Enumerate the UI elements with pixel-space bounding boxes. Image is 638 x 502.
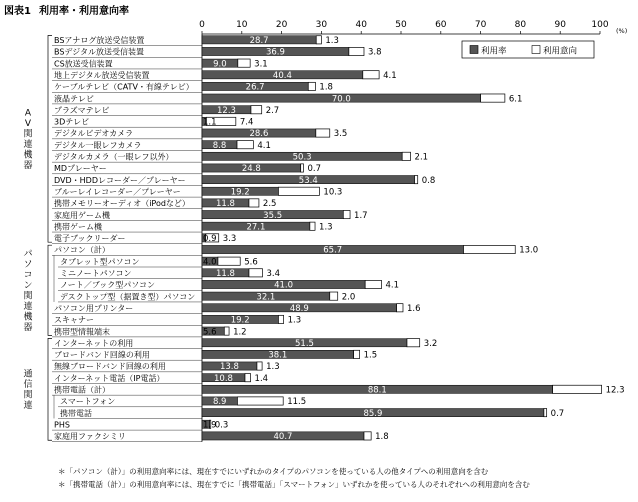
row-label: CS放送受信装置 [54, 59, 113, 69]
bar-intent [238, 59, 250, 67]
bar-intent [237, 141, 253, 149]
bar-intent [363, 71, 379, 79]
group-bracket [48, 36, 52, 243]
row-label: インターネット電話（IP電話） [54, 373, 165, 383]
data-label-usage: 5.6 [203, 327, 217, 338]
figure-number: 図表1 [4, 6, 31, 17]
data-label-usage: 11.8 [216, 269, 235, 280]
bar-intent [278, 315, 283, 323]
row-label: インターネットの利用 [54, 338, 134, 348]
row-label: スキャナー [54, 315, 94, 325]
group-bracket [48, 245, 52, 335]
row-label: 携帯メモリーオーディオ（iPodなど） [54, 199, 190, 209]
data-label-intent: 0.3 [214, 420, 229, 431]
data-label-usage: 36.9 [265, 47, 285, 58]
bar-intent [354, 350, 360, 358]
data-label-usage: 13.8 [219, 362, 239, 373]
row-label: デジタルビデオカメラ [54, 129, 134, 139]
row-label: プラズマテレビ [54, 105, 110, 115]
x-tick-label: 90 [554, 20, 566, 30]
bar-intent [481, 94, 505, 102]
data-label-usage: 12.3 [217, 105, 236, 116]
x-tick-label: 70 [474, 20, 487, 30]
bar-intent [316, 36, 321, 44]
data-label-usage: 40.7 [273, 432, 293, 443]
bar-intent [278, 187, 319, 195]
row-label: BSアナログ放送受信装置 [54, 36, 145, 46]
data-label-usage: 9.0 [213, 59, 227, 70]
data-label-intent: 0.7 [307, 164, 322, 175]
data-label-usage: 65.7 [323, 245, 343, 256]
group-label: 通信関連 [23, 369, 33, 412]
data-label-usage: 28.6 [249, 129, 269, 140]
bar-intent [415, 176, 418, 184]
data-label-usage: 35.5 [263, 210, 283, 221]
bar-intent [402, 152, 410, 160]
data-label-intent: 1.5 [363, 350, 378, 361]
data-label-usage: 0.9 [203, 234, 217, 245]
bar-intent [330, 292, 338, 300]
x-tick-label: 10 [236, 20, 248, 30]
bar-intent [224, 327, 229, 335]
note-mobile: ＊「携帯電話（計）」の利用意向率には、現在すでに「携帯電話」「スマートフォン」いずれかを使っている人のそれぞれへの利用意向を含む [58, 480, 530, 489]
bar-intent [301, 164, 304, 172]
data-label-intent: 4.1 [383, 70, 397, 81]
row-label: 電子ブックリーダー [54, 234, 126, 244]
data-label-intent: 6.1 [508, 94, 523, 105]
row-label: DVD・HDDレコーダー／プレーヤー [54, 175, 186, 185]
bar-intent [308, 82, 315, 90]
x-tick-label: 20 [275, 20, 288, 30]
row-label: デジタルカメラ（一眼レフ以外） [54, 152, 174, 162]
row-label: 地上デジタル放送受信装置 [54, 70, 150, 80]
data-label-intent: 1.2 [233, 327, 247, 338]
row-label: スマートフォン [60, 397, 116, 407]
row-label: 家庭用ゲーム機 [54, 210, 110, 220]
group-label: パソコン関連機器 [23, 249, 33, 334]
bar-intent [249, 269, 263, 277]
data-label-usage: 11.8 [216, 199, 235, 210]
data-label-intent: 3.2 [423, 338, 438, 349]
row-label: MDプレーヤー [54, 164, 107, 174]
group-label: A V 関連機器 [23, 108, 33, 172]
row-label: ブロードバンド回線の利用 [54, 350, 150, 360]
row-label: BSデジタル放送受信装置 [54, 47, 144, 57]
data-label-usage: 88.1 [367, 385, 387, 396]
data-label-usage: 1.9 [203, 420, 217, 431]
bar-intent [257, 362, 262, 370]
data-label-usage: 85.9 [363, 408, 383, 419]
data-label-intent: 11.5 [287, 397, 307, 408]
bar-intent [237, 397, 283, 405]
row-label: ケーブルテレビ（CATV・有線テレビ） [54, 82, 194, 92]
bar-intent [245, 374, 251, 382]
row-label: ブルーレイレコーダー／プレーヤー [54, 187, 181, 197]
x-tick-label: 60 [435, 20, 447, 30]
row-label: パソコン用プリンター [54, 303, 134, 313]
bar-intent [463, 245, 515, 253]
data-label-intent: 1.4 [254, 373, 269, 384]
row-label: 携帯電話（計） [54, 385, 110, 395]
data-label-usage: 53.4 [298, 175, 318, 186]
data-label-intent: 2.1 [414, 152, 429, 163]
data-label-usage: 32.1 [256, 292, 276, 303]
x-tick-label: 100 [591, 20, 609, 30]
data-label-usage: 24.8 [241, 164, 261, 175]
note-pc: ＊「パソコン（計）」の利用意向率には、現在すでにいずれかのタイプのパソコンを使っている人の他タイプへの利用意向を含む [58, 467, 489, 476]
row-label: ミニノートパソコン [60, 269, 132, 279]
data-label-intent: 3.8 [367, 47, 382, 58]
data-label-intent: 2.0 [341, 292, 356, 303]
x-tick-label: 80 [514, 20, 527, 30]
legend-swatch [470, 46, 478, 54]
data-label-intent: 7.4 [239, 117, 254, 128]
data-label-intent: 1.3 [325, 36, 339, 47]
data-label-usage: 48.9 [289, 303, 309, 314]
row-label: 3Dテレビ [54, 117, 90, 127]
data-label-usage: 51.5 [295, 338, 314, 349]
data-label-intent: 2.5 [262, 199, 277, 210]
data-label-usage: 1.1 [203, 117, 217, 128]
legend-label: 利用意向 [543, 46, 578, 57]
bar-intent [364, 432, 371, 440]
bar-intent [553, 385, 602, 393]
data-label-usage: 38.1 [268, 350, 288, 361]
data-label-intent: 12.3 [605, 385, 625, 396]
data-label-usage: 8.8 [212, 140, 227, 151]
bar-intent [349, 47, 364, 55]
x-tick-label: 0 [199, 20, 205, 30]
row-label: 液晶テレビ [54, 94, 94, 104]
data-label-usage: 19.2 [230, 187, 250, 198]
bar-intent [316, 129, 330, 137]
bar-intent [365, 280, 381, 288]
group-bracket [48, 338, 52, 440]
data-label-intent: 1.3 [319, 222, 333, 233]
data-label-usage: 28.7 [249, 36, 269, 47]
data-label-intent: 3.3 [222, 234, 237, 245]
bar-intent [397, 304, 403, 312]
data-label-intent: 1.3 [287, 315, 302, 326]
data-label-intent: 1.3 [266, 362, 280, 373]
data-label-usage: 50.3 [292, 152, 312, 163]
data-label-intent: 0.7 [550, 408, 565, 419]
data-label-intent: 1.8 [319, 82, 333, 93]
data-label-intent: 4.1 [257, 140, 271, 151]
data-label-usage: 10.8 [214, 373, 233, 384]
bar-intent [407, 339, 420, 347]
row-label: 携帯ゲーム機 [54, 222, 102, 232]
x-tick-label: 50 [395, 20, 407, 30]
row-label: 携帯電話 [60, 408, 92, 418]
bar-intent [544, 409, 547, 417]
row-label: デスクトップ型（据置き型）パソコン [60, 292, 196, 302]
data-label-intent: 3.1 [254, 59, 268, 70]
row-label: タブレット型パソコン [60, 257, 140, 267]
row-label: 無線ブロードバンド回線の利用 [54, 362, 166, 372]
bar-intent [343, 210, 350, 218]
x-unit-label: (%) [616, 27, 628, 35]
data-label-usage: 27.1 [246, 222, 266, 233]
data-label-intent: 0.8 [421, 175, 436, 186]
data-label-intent: 1.6 [406, 303, 421, 314]
data-label-intent: 3.4 [266, 269, 281, 280]
data-label-intent: 10.3 [323, 187, 343, 198]
data-label-intent: 1.8 [375, 432, 389, 443]
bar-intent [310, 222, 315, 230]
row-label: PHS [54, 420, 70, 430]
row-label: パソコン（計） [54, 245, 110, 255]
data-label-intent: 1.7 [354, 210, 368, 221]
data-label-usage: 19.2 [230, 315, 250, 326]
x-tick-label: 30 [315, 20, 328, 30]
data-label-usage: 8.9 [212, 397, 227, 408]
bar-intent [249, 199, 259, 207]
data-label-usage: 4.0 [203, 257, 217, 268]
row-label: 家庭用ファクシミリ [54, 432, 126, 442]
data-label-usage: 41.0 [274, 280, 294, 291]
bar-intent [251, 106, 262, 114]
row-label: デジタル一眼レフカメラ [54, 140, 142, 150]
legend-label: 利用率 [481, 46, 507, 57]
data-label-usage: 40.4 [272, 70, 292, 81]
data-label-intent: 4.1 [385, 280, 400, 291]
bar-intent [218, 257, 240, 265]
data-label-usage: 26.7 [245, 82, 265, 93]
figure-title-text: 利用率・利用意向率 [38, 6, 129, 17]
row-label: 携帯型情報端末 [54, 327, 110, 337]
row-label: ノート／ブック型パソコン [60, 280, 156, 290]
data-label-intent: 2.7 [265, 105, 280, 116]
data-label-intent: 13.0 [519, 245, 539, 256]
legend-swatch [532, 46, 540, 54]
data-label-intent: 3.5 [333, 129, 348, 140]
x-tick-label: 40 [355, 20, 367, 30]
data-label-intent: 5.6 [244, 257, 258, 268]
data-label-usage: 70.0 [331, 94, 351, 105]
